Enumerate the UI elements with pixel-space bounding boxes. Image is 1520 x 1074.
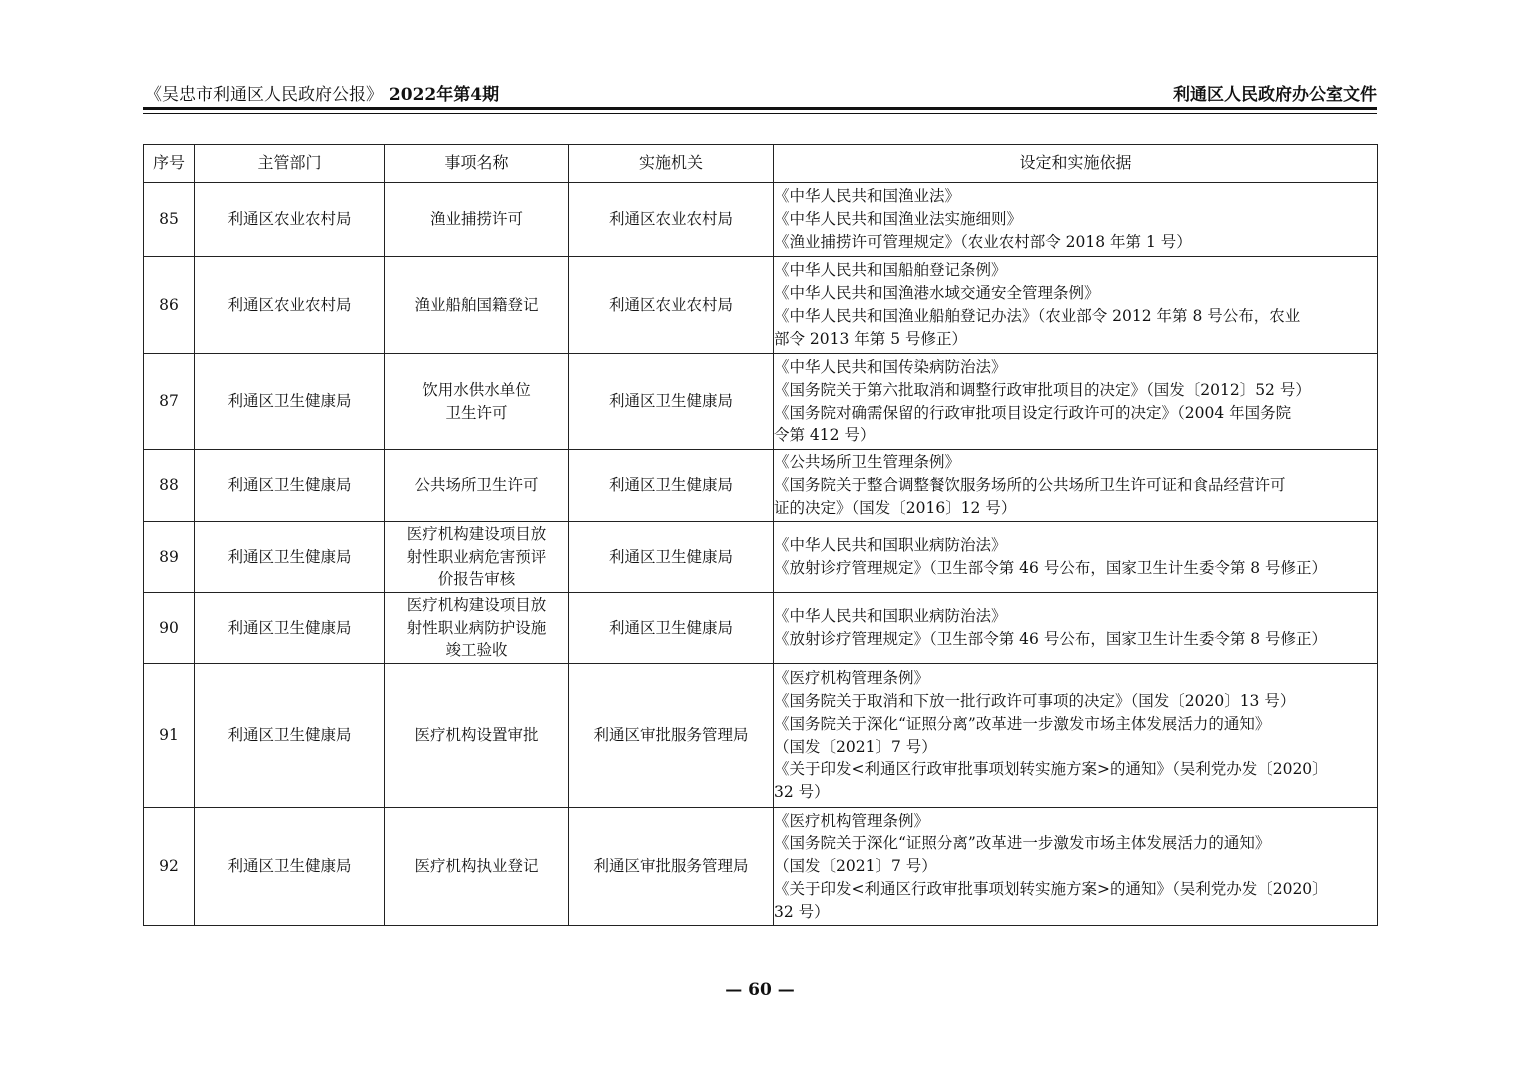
row-basis xyxy=(774,522,1378,593)
header-office: 利通区人民政府办公室文件 xyxy=(1173,85,1377,105)
row-item-name xyxy=(385,354,569,450)
row-item-name xyxy=(385,664,569,808)
row-dept: 利通区卫生健康局 xyxy=(195,593,385,664)
row-agency: 利通区卫生健康局 xyxy=(569,593,774,664)
basis-line: 《中华人民共和国渔业船舶登记办法》（农业部令 2012 年第 8 号公布，农业 xyxy=(774,307,1301,325)
column-header-item: 事项名称 xyxy=(385,145,569,183)
item-name-line: 饮用水供水单位 xyxy=(422,380,531,399)
row-number: 91 xyxy=(144,664,195,808)
basis-line: 《国务院关于取消和下放一批行政许可事项的决定》（国发〔2020〕13 号） xyxy=(774,691,1296,710)
row-agency: 利通区卫生健康局 xyxy=(569,450,774,522)
basis-line: 《中华人民共和国渔业法实施细则》 xyxy=(774,210,1023,229)
column-header-agency: 实施机关 xyxy=(569,145,774,183)
column-header-basis: 设定和实施依据 xyxy=(774,145,1378,183)
basis-line: 《中华人民共和国职业病防治法》 xyxy=(774,536,1007,555)
item-name-line: 渔业捕捞许可 xyxy=(429,210,523,229)
table-row xyxy=(144,808,1378,926)
basis-line: 《中华人民共和国渔港水域交通安全管理条例》 xyxy=(774,284,1100,303)
basis-line: 《关于印发<利通区行政审批事项划转实施方案>的通知》（吴利党办发〔2020〕 xyxy=(774,879,1328,898)
row-basis xyxy=(774,354,1378,450)
table-row xyxy=(144,664,1378,808)
basis-line: 《国务院关于整合调整餐饮服务场所的公共场所卫生许可证和食品经营许可 xyxy=(774,476,1286,495)
row-number: 85 xyxy=(144,183,195,257)
column-header-dept: 主管部门 xyxy=(195,145,385,183)
header-journal-issue xyxy=(145,80,499,105)
row-number: 89 xyxy=(144,522,195,593)
table-row xyxy=(144,257,1378,354)
table-row xyxy=(144,593,1378,664)
row-item-name xyxy=(385,450,569,522)
item-name-line: 价报告审核 xyxy=(437,570,516,589)
basis-line: 《放射诊疗管理规定》（卫生部令第 46 号公布，国家卫生计生委令第 8 号修正） xyxy=(774,630,1328,648)
row-agency: 利通区审批服务管理局 xyxy=(569,808,774,926)
row-dept: 利通区农业农村局 xyxy=(195,183,385,257)
item-name-line: 射性职业病防护设施 xyxy=(406,618,547,637)
row-basis xyxy=(774,808,1378,926)
basis-line: 《医疗机构管理条例》 xyxy=(774,669,930,688)
basis-line: 32 号） xyxy=(774,783,830,802)
table-header-row xyxy=(144,145,1378,183)
row-item-name xyxy=(385,257,569,354)
table-row xyxy=(144,354,1378,450)
basis-line: 《中华人民共和国职业病防治法》 xyxy=(774,607,1007,626)
basis-line: 《放射诊疗管理规定》（卫生部令第 46 号公布，国家卫生计生委令第 8 号修正） xyxy=(774,559,1328,577)
basis-line: 证的决定》（国发〔2016〕12 号） xyxy=(774,498,1017,517)
basis-line: 《关于印发<利通区行政审批事项划转实施方案>的通知》（吴利党办发〔2020〕 xyxy=(774,760,1328,779)
row-agency: 利通区卫生健康局 xyxy=(569,522,774,593)
item-name-line: 竣工验收 xyxy=(445,641,508,660)
row-number: 88 xyxy=(144,450,195,522)
basis-line: （国发〔2021〕7 号） xyxy=(774,737,937,756)
row-agency: 利通区审批服务管理局 xyxy=(569,664,774,808)
basis-line: 《国务院关于第六批取消和调整行政审批项目的决定》（国发〔2012〕52 号） xyxy=(774,380,1311,399)
row-agency: 利通区农业农村局 xyxy=(569,257,774,354)
row-basis xyxy=(774,593,1378,664)
page-number: — 60 — xyxy=(725,980,795,1000)
page-header xyxy=(143,80,1377,104)
item-name-line: 公共场所卫生许可 xyxy=(414,476,539,495)
basis-line: 《中华人民共和国渔业法》 xyxy=(774,187,961,206)
basis-line: 《中华人民共和国传染病防治法》 xyxy=(774,357,1007,376)
item-name-line: 医疗机构设置审批 xyxy=(414,726,539,745)
table-body xyxy=(144,183,1378,926)
basis-line: 《中华人民共和国船舶登记条例》 xyxy=(774,261,1007,280)
row-dept: 利通区卫生健康局 xyxy=(195,354,385,450)
row-item-name xyxy=(385,593,569,664)
item-name-line: 射性职业病危害预评 xyxy=(406,547,547,566)
basis-line: 部令 2013 年第 5 号修正） xyxy=(774,329,968,348)
row-basis xyxy=(774,664,1378,808)
row-basis xyxy=(774,183,1378,257)
basis-line: 32 号） xyxy=(774,902,830,921)
row-dept: 利通区卫生健康局 xyxy=(195,808,385,926)
row-item-name xyxy=(385,183,569,257)
item-name-line: 医疗机构建设项目放 xyxy=(406,595,547,614)
row-agency: 利通区卫生健康局 xyxy=(569,354,774,450)
journal-title: 《吴忠市利通区人民政府公报》 xyxy=(145,85,383,105)
header-rule-thin xyxy=(143,113,1377,114)
table-row xyxy=(144,450,1378,522)
table-row xyxy=(144,522,1378,593)
basis-line: 《国务院关于深化“证照分离”改革进一步激发市场主体发展活力的通知》 xyxy=(774,834,1271,853)
basis-line: （国发〔2021〕7 号） xyxy=(774,857,937,876)
item-name-line: 医疗机构执业登记 xyxy=(414,857,539,876)
row-dept: 利通区卫生健康局 xyxy=(195,664,385,808)
column-header-no: 序号 xyxy=(144,145,195,183)
row-dept: 利通区卫生健康局 xyxy=(195,522,385,593)
item-name-line: 医疗机构建设项目放 xyxy=(406,524,547,543)
row-number: 90 xyxy=(144,593,195,664)
basis-line: 令第 412 号） xyxy=(774,426,876,445)
row-number: 87 xyxy=(144,354,195,450)
row-item-name xyxy=(385,522,569,593)
row-basis xyxy=(774,257,1378,354)
basis-line: 《国务院关于深化“证照分离”改革进一步激发市场主体发展活力的通知》 xyxy=(774,714,1271,733)
row-basis xyxy=(774,450,1378,522)
basis-line: 《渔业捕捞许可管理规定》（农业农村部令 2018 年第 1 号） xyxy=(774,232,1192,251)
header-rule-thick xyxy=(143,107,1377,110)
basis-line: 《公共场所卫生管理条例》 xyxy=(774,453,961,472)
table-row xyxy=(144,183,1378,257)
row-agency: 利通区农业农村局 xyxy=(569,183,774,257)
item-name-line: 渔业船舶国籍登记 xyxy=(414,295,539,314)
row-dept: 利通区卫生健康局 xyxy=(195,450,385,522)
issue-number: 2022年第4期 xyxy=(388,85,500,105)
basis-line: 《医疗机构管理条例》 xyxy=(774,811,930,830)
row-dept: 利通区农业农村局 xyxy=(195,257,385,354)
basis-line: 《国务院对确需保留的行政审批项目设定行政许可的决定》（2004 年国务院 xyxy=(774,403,1292,422)
row-item-name xyxy=(385,808,569,926)
row-number: 92 xyxy=(144,808,195,926)
row-number: 86 xyxy=(144,257,195,354)
item-name-line: 卫生许可 xyxy=(445,403,508,422)
approval-items-table xyxy=(143,144,1378,926)
